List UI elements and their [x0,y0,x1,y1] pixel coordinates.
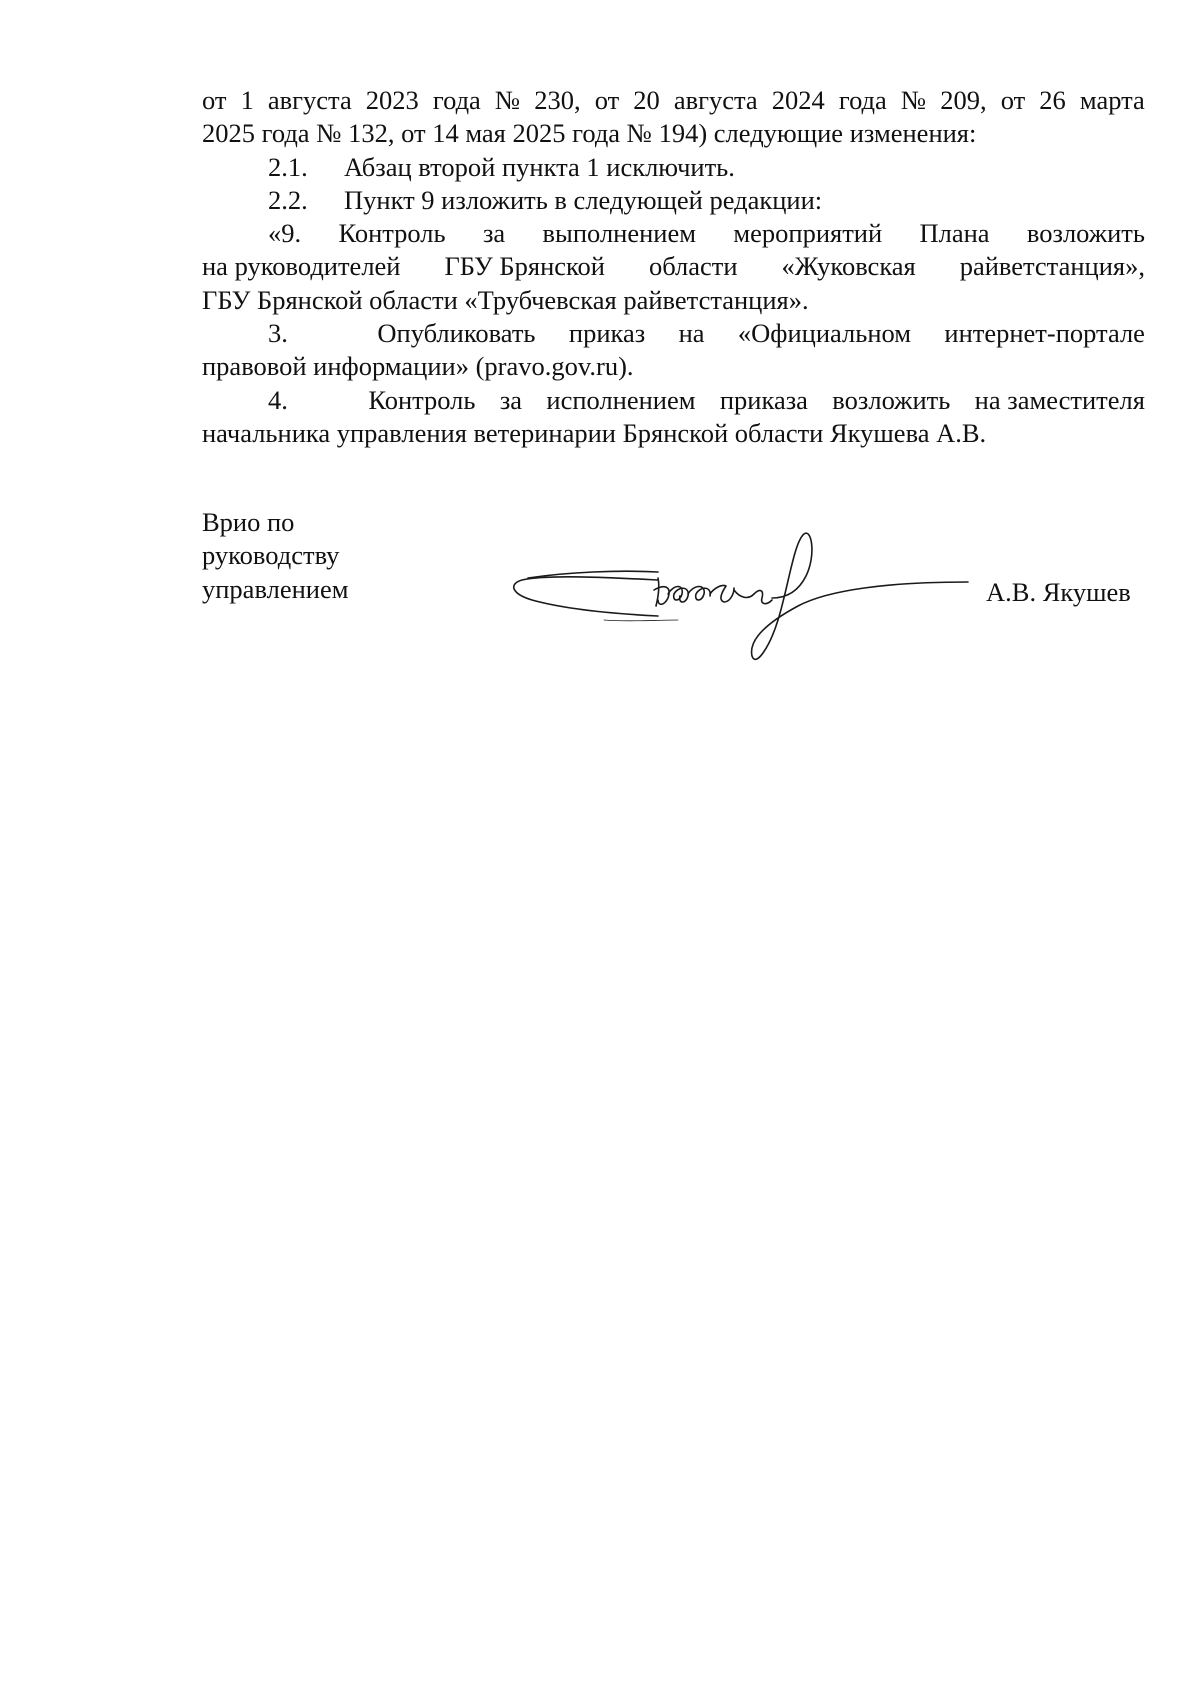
word: «9. [268,218,302,249]
word: № [494,85,521,115]
signer-name: А.В. Якушев [986,577,1131,607]
word: «Жуковская [781,251,916,282]
handwritten-signature [508,528,978,668]
item-number: 2.2. [268,184,308,215]
word: «Официальном [737,318,912,349]
word: года [838,85,887,115]
word: возложить [1026,218,1145,249]
item-4-line-1 [202,384,1145,417]
word: 2024 [771,85,825,115]
item-number: 3. [268,318,288,349]
word: на [678,318,705,349]
word: возложить [832,384,951,415]
intro-line-2: 2025 года № 132, от 14 мая 2025 года № 194) следующие изменения: [202,118,977,149]
word: на руководителей [202,251,401,282]
word: № [900,85,927,115]
word: Плана [919,218,990,249]
word: 230, [534,85,581,115]
word: райветстанция», [959,251,1145,282]
point9-line-1 [202,217,1145,250]
word: приказа [719,384,808,415]
item-text: Абзац второй пункта 1 исключить. [344,151,735,182]
word: марта [1079,85,1145,115]
word: года [432,85,481,115]
word: 2023 [365,85,419,115]
word: Контроль [368,384,476,415]
word: исполнением [546,384,696,415]
item-2-1 [202,151,1145,184]
point9-line-2 [202,250,1145,283]
word: от [594,85,620,115]
word: приказ [568,318,646,349]
word: Контроль [338,218,446,249]
point9-line-3: ГБУ Брянской области «Трубчевская райветстанция». [202,284,809,315]
word: за [499,384,523,415]
position-line-2: руководству [202,540,340,571]
item-4-line-2: начальника управления ветеринарии Брянской области Якушева А.В. [202,417,987,448]
item-number: 2.1. [268,151,308,182]
word: августа [673,85,758,115]
signer-position [202,506,349,606]
word: мероприятий [733,218,883,249]
word: области [648,251,738,282]
word: от [202,85,227,115]
word: за [482,218,506,249]
word: интернет-портале [944,318,1145,349]
intro-line-1 [202,84,1145,117]
word: августа [267,85,352,115]
position-line-3: управлением [202,573,349,604]
document-body [202,84,1145,450]
word: на заместителя [974,384,1145,415]
item-text: Пункт 9 изложить в следующей редакции: [344,184,823,215]
item-3-line-2: правовой информации» (pravo.gov.ru). [202,351,634,382]
item-number: 4. [268,384,288,415]
word: выполнением [542,218,697,249]
word: Опубликовать [377,318,536,349]
word: 1 [240,85,254,115]
position-line-1: Врио по [202,507,295,537]
item-2-2 [202,184,1145,217]
word: 209, [940,85,987,115]
word: 20 [633,85,660,115]
item-3-line-1 [202,317,1145,350]
word: ГБУ Брянской [444,251,605,282]
word: 26 [1039,85,1066,115]
word: от [1000,85,1026,115]
